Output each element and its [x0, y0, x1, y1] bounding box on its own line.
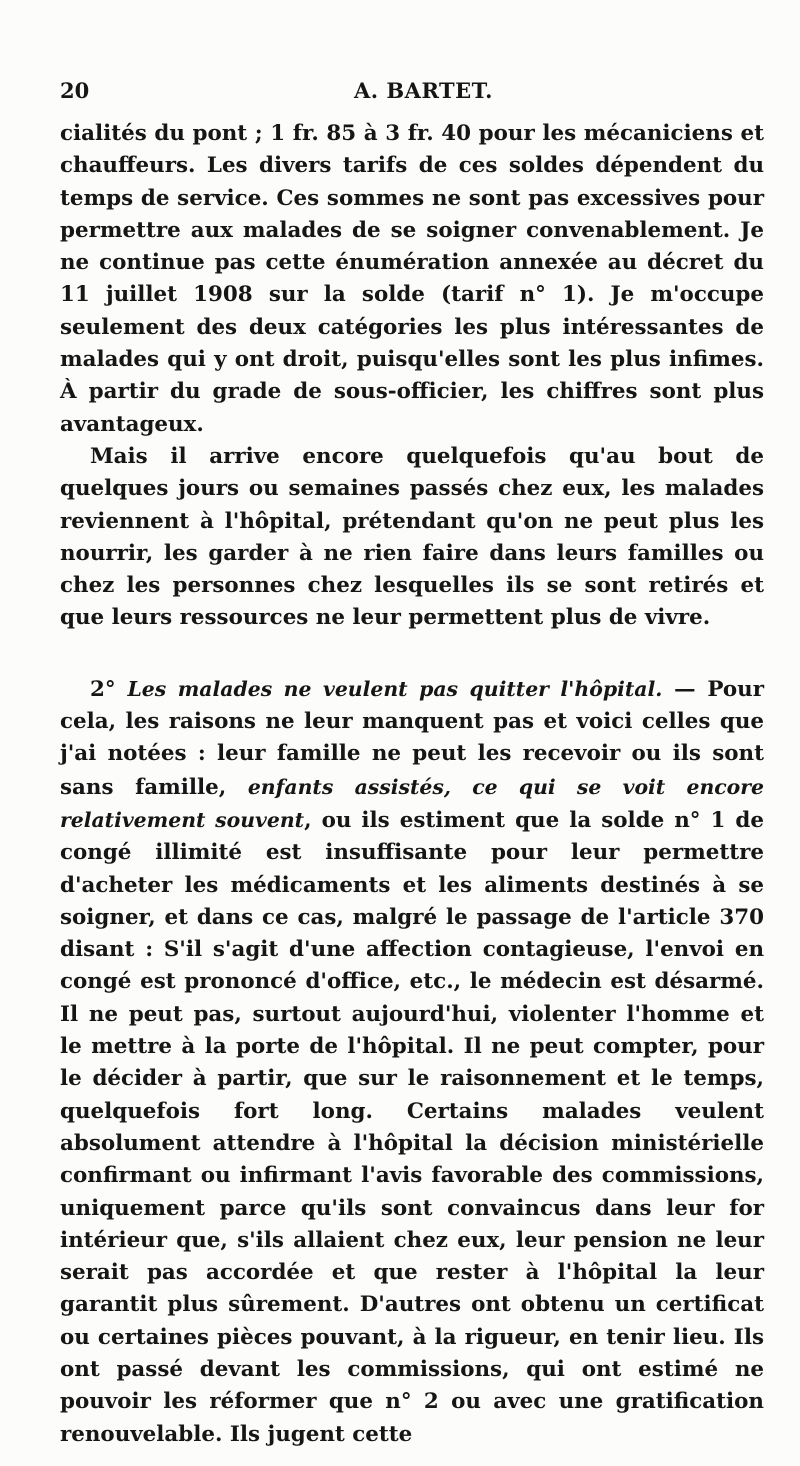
section-heading: Les malades ne veulent pas quitter l'hôpital.: [127, 676, 663, 701]
paragraph-1: cialités du pont ; 1 fr. 85 à 3 fr. 40 pour les mécaniciens et chauffeurs. Les divers tarifs de ces soldes dépendent du temps de service. Ces sommes ne sont pas excessives pour permettre aux malades de se soigner convenablement. Je ne continue pas cette énumération annexée au décret du 11 juillet 1908 sur la solde (tarif n° 1). Je m'occupe seulement des deux catégories les plus intéressantes de malades qui y ont droit, puisqu'elles sont les plus infimes. À partir du grade de sous-officier, les chiffres sont plus avantageux.: [60, 121, 764, 437]
paragraph-2: Mais il arrive encore quelquefois qu'au bout de quelques jours ou semaines passés chez eux, les malades reviennent à l'hôpital, prétendant qu'on ne peut plus les nourrir, les garder à ne rien faire dans leurs familles ou chez les personnes chez lesquelles ils se sont retirés et que leurs ressources ne leur permettent plus de vivre.: [60, 443, 764, 631]
running-head: A. BARTET.: [354, 78, 493, 103]
paragraph-3-text-a: — Pour cela, les raisons ne leur manquent pas et voici celles que j'ai notées : leur famille ne peut les recevoir ou ils sont sans famille,: [60, 676, 764, 800]
section-number: 2°: [90, 676, 128, 702]
paragraph-3-text-b: , ou ils estiment que la solde n° 1 de congé illimité est insuffisante pour leur permettre d'acheter les médicaments et les aliments destinés à se soigner, et dans ce cas, malgré le passage de l'article 370 disant : S'il s'agit d'une affection contagieuse, l'envoi en congé est prononcé d'office, etc., le médecin est désarmé. Il ne peut pas, surtout aujourd'hui, violenter l'homme et le mettre à la porte de l'hôpital. Il ne peut compter, pour le décider à partir, que sur le raisonnement et le temps, quelquefois fort long. Certains malades veulent absolument attendre à l'hôpital la décision ministérielle confirmant ou infirmant l'avis favorable des commissions, uniquement parce qu'ils sont convaincus dans leur for intérieur que, s'ils allaient chez eux, leur pension ne leur serait pas accordée et que rester à l'hôpital la leur garantit plus sûrement. D'autres ont obtenu un certificat ou certaines pièces pouvant, à la rigueur, en tenir lieu. Ils ont passé devant les commissions, qui ont estimé ne pouvoir les réformer que n° 2 ou avec une gratification renouvelable. Ils jugent cette: [60, 807, 764, 1447]
paragraph-3-section: [60, 673, 764, 1451]
page-number: 20: [60, 78, 90, 103]
page-header: [60, 78, 760, 110]
body-text: [60, 118, 764, 1451]
paragraph-3-italic: enfants assistés, ce qui se voit encore relativement souvent: [60, 774, 764, 832]
